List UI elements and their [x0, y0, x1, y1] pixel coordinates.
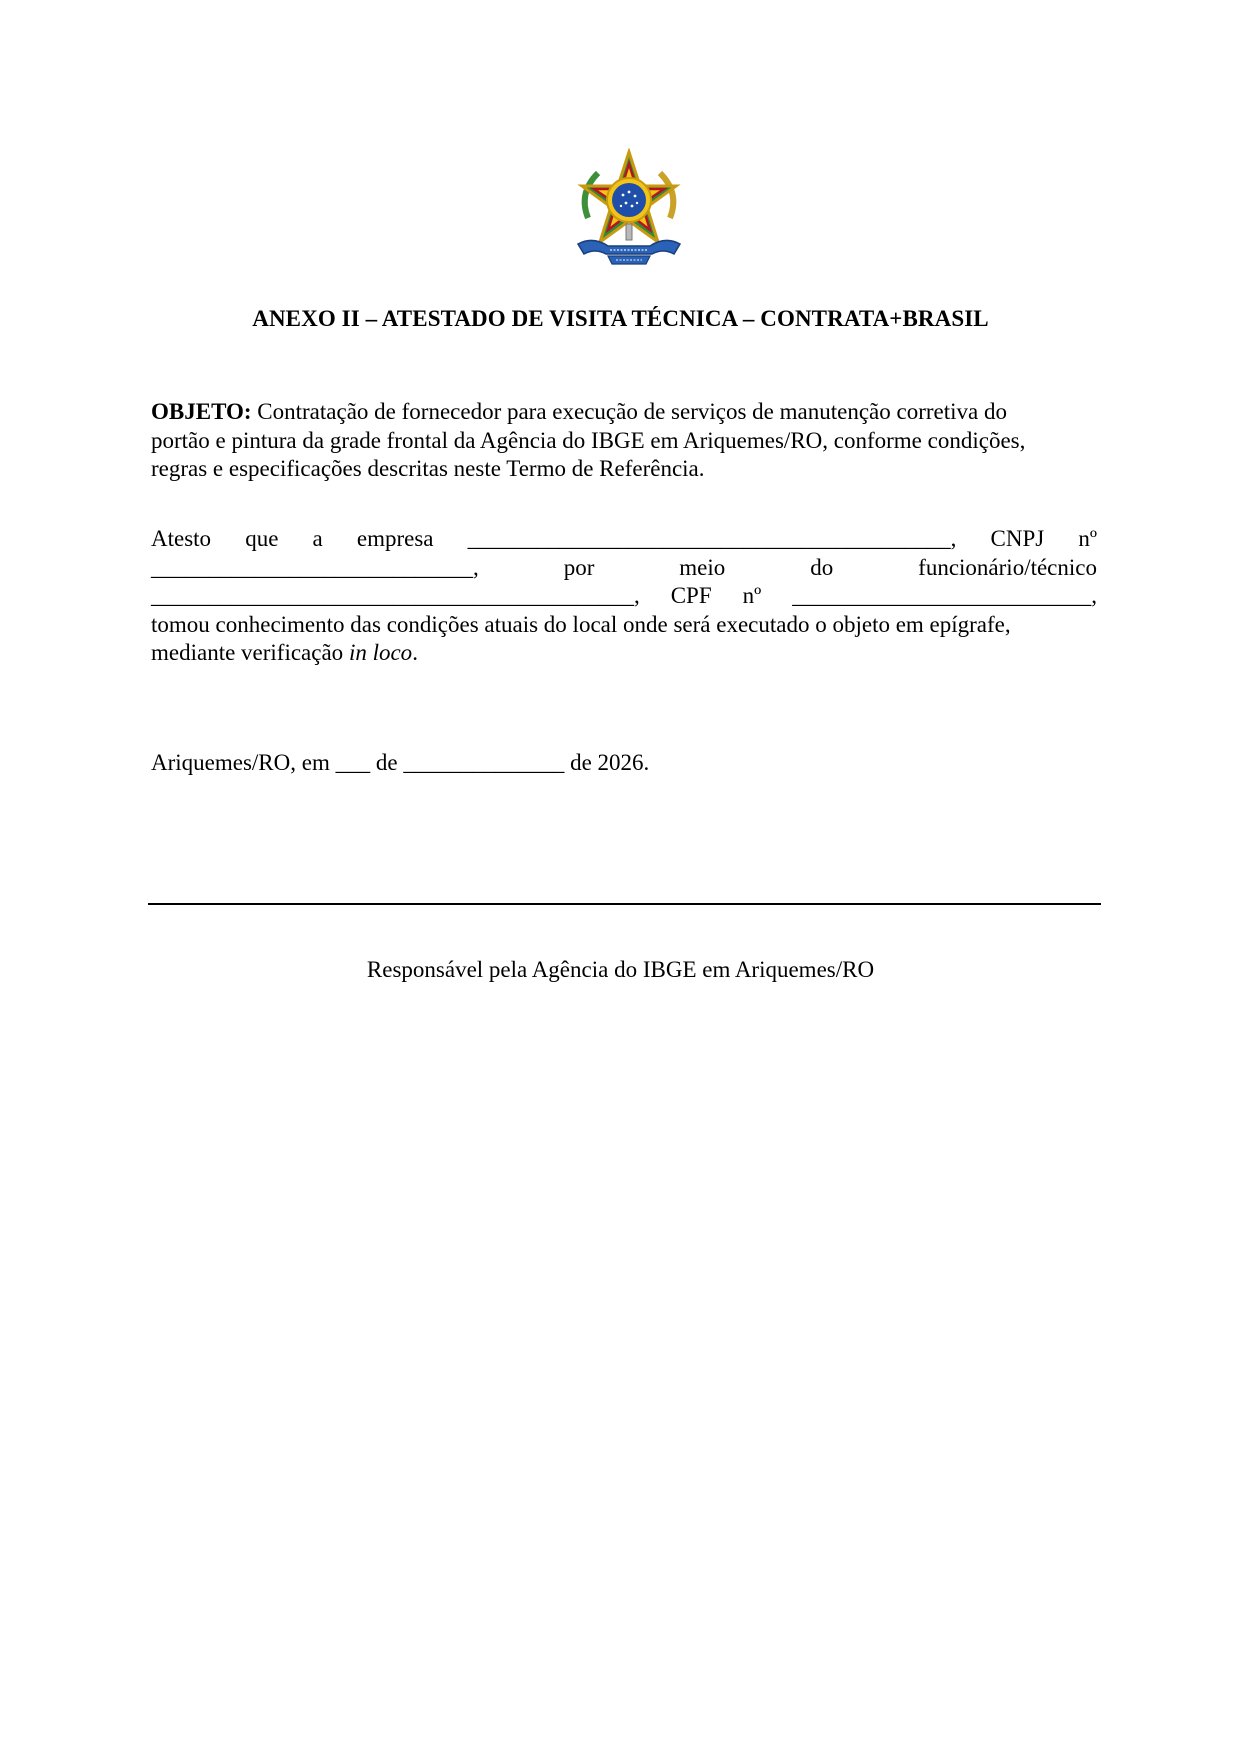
atesto-text-5-suffix: .	[412, 640, 418, 665]
atesto-line-2	[151, 554, 1097, 583]
atesto-word: Atesto	[151, 526, 212, 551]
atesto-word: por	[563, 554, 595, 580]
atesto-line-4	[151, 611, 1097, 640]
objeto-line-1	[151, 398, 1097, 427]
objeto-line-3	[151, 455, 1097, 484]
objeto-label: OBJETO:	[151, 399, 252, 424]
atesto-word: que	[245, 526, 279, 551]
atesto-line-5	[151, 639, 1097, 668]
atesto-word: CPF	[670, 583, 712, 608]
cpf-blank: __________________________,	[792, 583, 1097, 608]
objeto-text-1: Contratação de fornecedor para execução de serviços de manutenção corretiva do	[251, 399, 1007, 424]
atesto-word: funcionário/técnico	[918, 554, 1097, 580]
atesto-word: do	[810, 554, 834, 580]
cnpj-blank: ____________________________,	[151, 554, 479, 580]
objeto-text-2: portão e pintura da grade frontal da Agência do IBGE em Ariquemes/RO, conforme condições,	[151, 427, 1026, 453]
document-title: ANEXO II – ATESTADO DE VISITA TÉCNICA – CONTRATA+BRASIL	[252, 306, 989, 331]
atesto-line-3	[151, 582, 1097, 611]
signature-line	[148, 903, 1101, 905]
atesto-text-5-italic: in loco	[348, 640, 413, 665]
atesto-text-4: tomou conhecimento das condições atuais do local onde será executado o objeto em epígrafe,	[151, 611, 1011, 637]
atesto-line-1	[151, 525, 1097, 554]
atesto-word: nº	[1078, 526, 1097, 551]
signature-label: Responsável pela Agência do IBGE em Ariquemes/RO	[366, 957, 875, 982]
objeto-text-3: regras e especificações descritas neste Termo de Referência.	[151, 456, 705, 481]
atesto-text-5-prefix: mediante verificação	[151, 640, 349, 665]
atesto-word: meio	[679, 554, 726, 580]
atesto-paragraph	[151, 525, 1097, 668]
atesto-word: nº	[742, 583, 762, 608]
funcionario-blank: __________________________________________,	[151, 583, 640, 608]
atesto-word: a	[312, 526, 323, 551]
objeto-paragraph	[151, 398, 1097, 484]
atesto-word: empresa	[356, 526, 434, 551]
brazil-coat-of-arms-icon	[568, 148, 690, 270]
objeto-line-2	[151, 427, 1097, 456]
date-line: Ariquemes/RO, em ___ de ______________ de 2026.	[151, 750, 650, 775]
empresa-blank: __________________________________________,	[467, 526, 957, 551]
atesto-word: CNPJ	[990, 526, 1045, 551]
